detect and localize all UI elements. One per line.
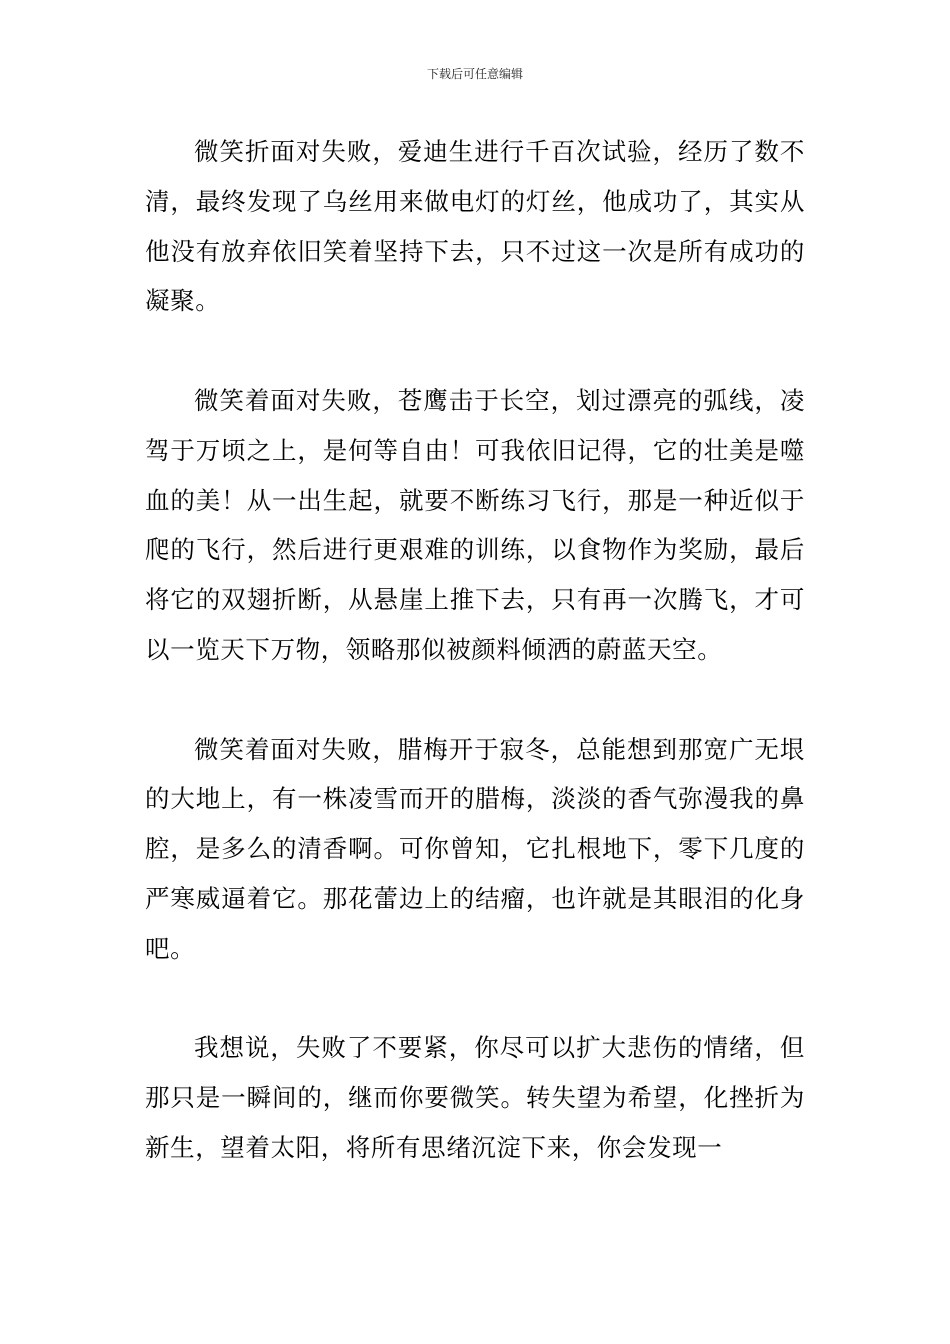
paragraph-plum-blossom: 微笑着面对失败，腊梅开于寂冬，总能想到那宽广无垠的大地上，有一株凌雪而开的腊梅，淡淡的香气弥漫我的鼻腔，是多么的清香啊。可你曾知，它扎根地下，零下几度的严寒威逼着它。那花蕾边上的结瘤，也许就是其眼泪的化身吧。 [145,734,805,963]
paragraph-edison: 微笑折面对失败，爱迪生进行千百次试验，经历了数不清，最终发现了乌丝用来做电灯的灯丝，他成功了，其实从他没有放弃依旧笑着坚持下去，只不过这一次是所有成功的凝聚。 [145,137,805,316]
header-note: 下载后可任意编辑 [426,67,523,81]
paragraph-eagle: 微笑着面对失败，苍鹰击于长空，划过漂亮的弧线，凌驾于万顷之上，是何等自由！可我依旧记得，它的壮美是噬血的美！从一出生起，就要不断练习飞行，那是一种近似于爬的飞行，然后进行更艰难的训练，以食物作为奖励，最后将它的双翅折断，从悬崖上推下去，只有再一次腾飞，才可以一览天下万物，领略那似被颜料倾洒的蔚蓝天空。 [145,385,805,664]
body-text [145,127,805,1173]
paragraph-conclusion: 我想说，失败了不要紧，你尽可以扩大悲伤的情绪，但那只是一瞬间的，继而你要微笑。转失望为希望，化挫折为新生，望着太阳，将所有思绪沉淀下来，你会发现一 [145,1033,805,1162]
